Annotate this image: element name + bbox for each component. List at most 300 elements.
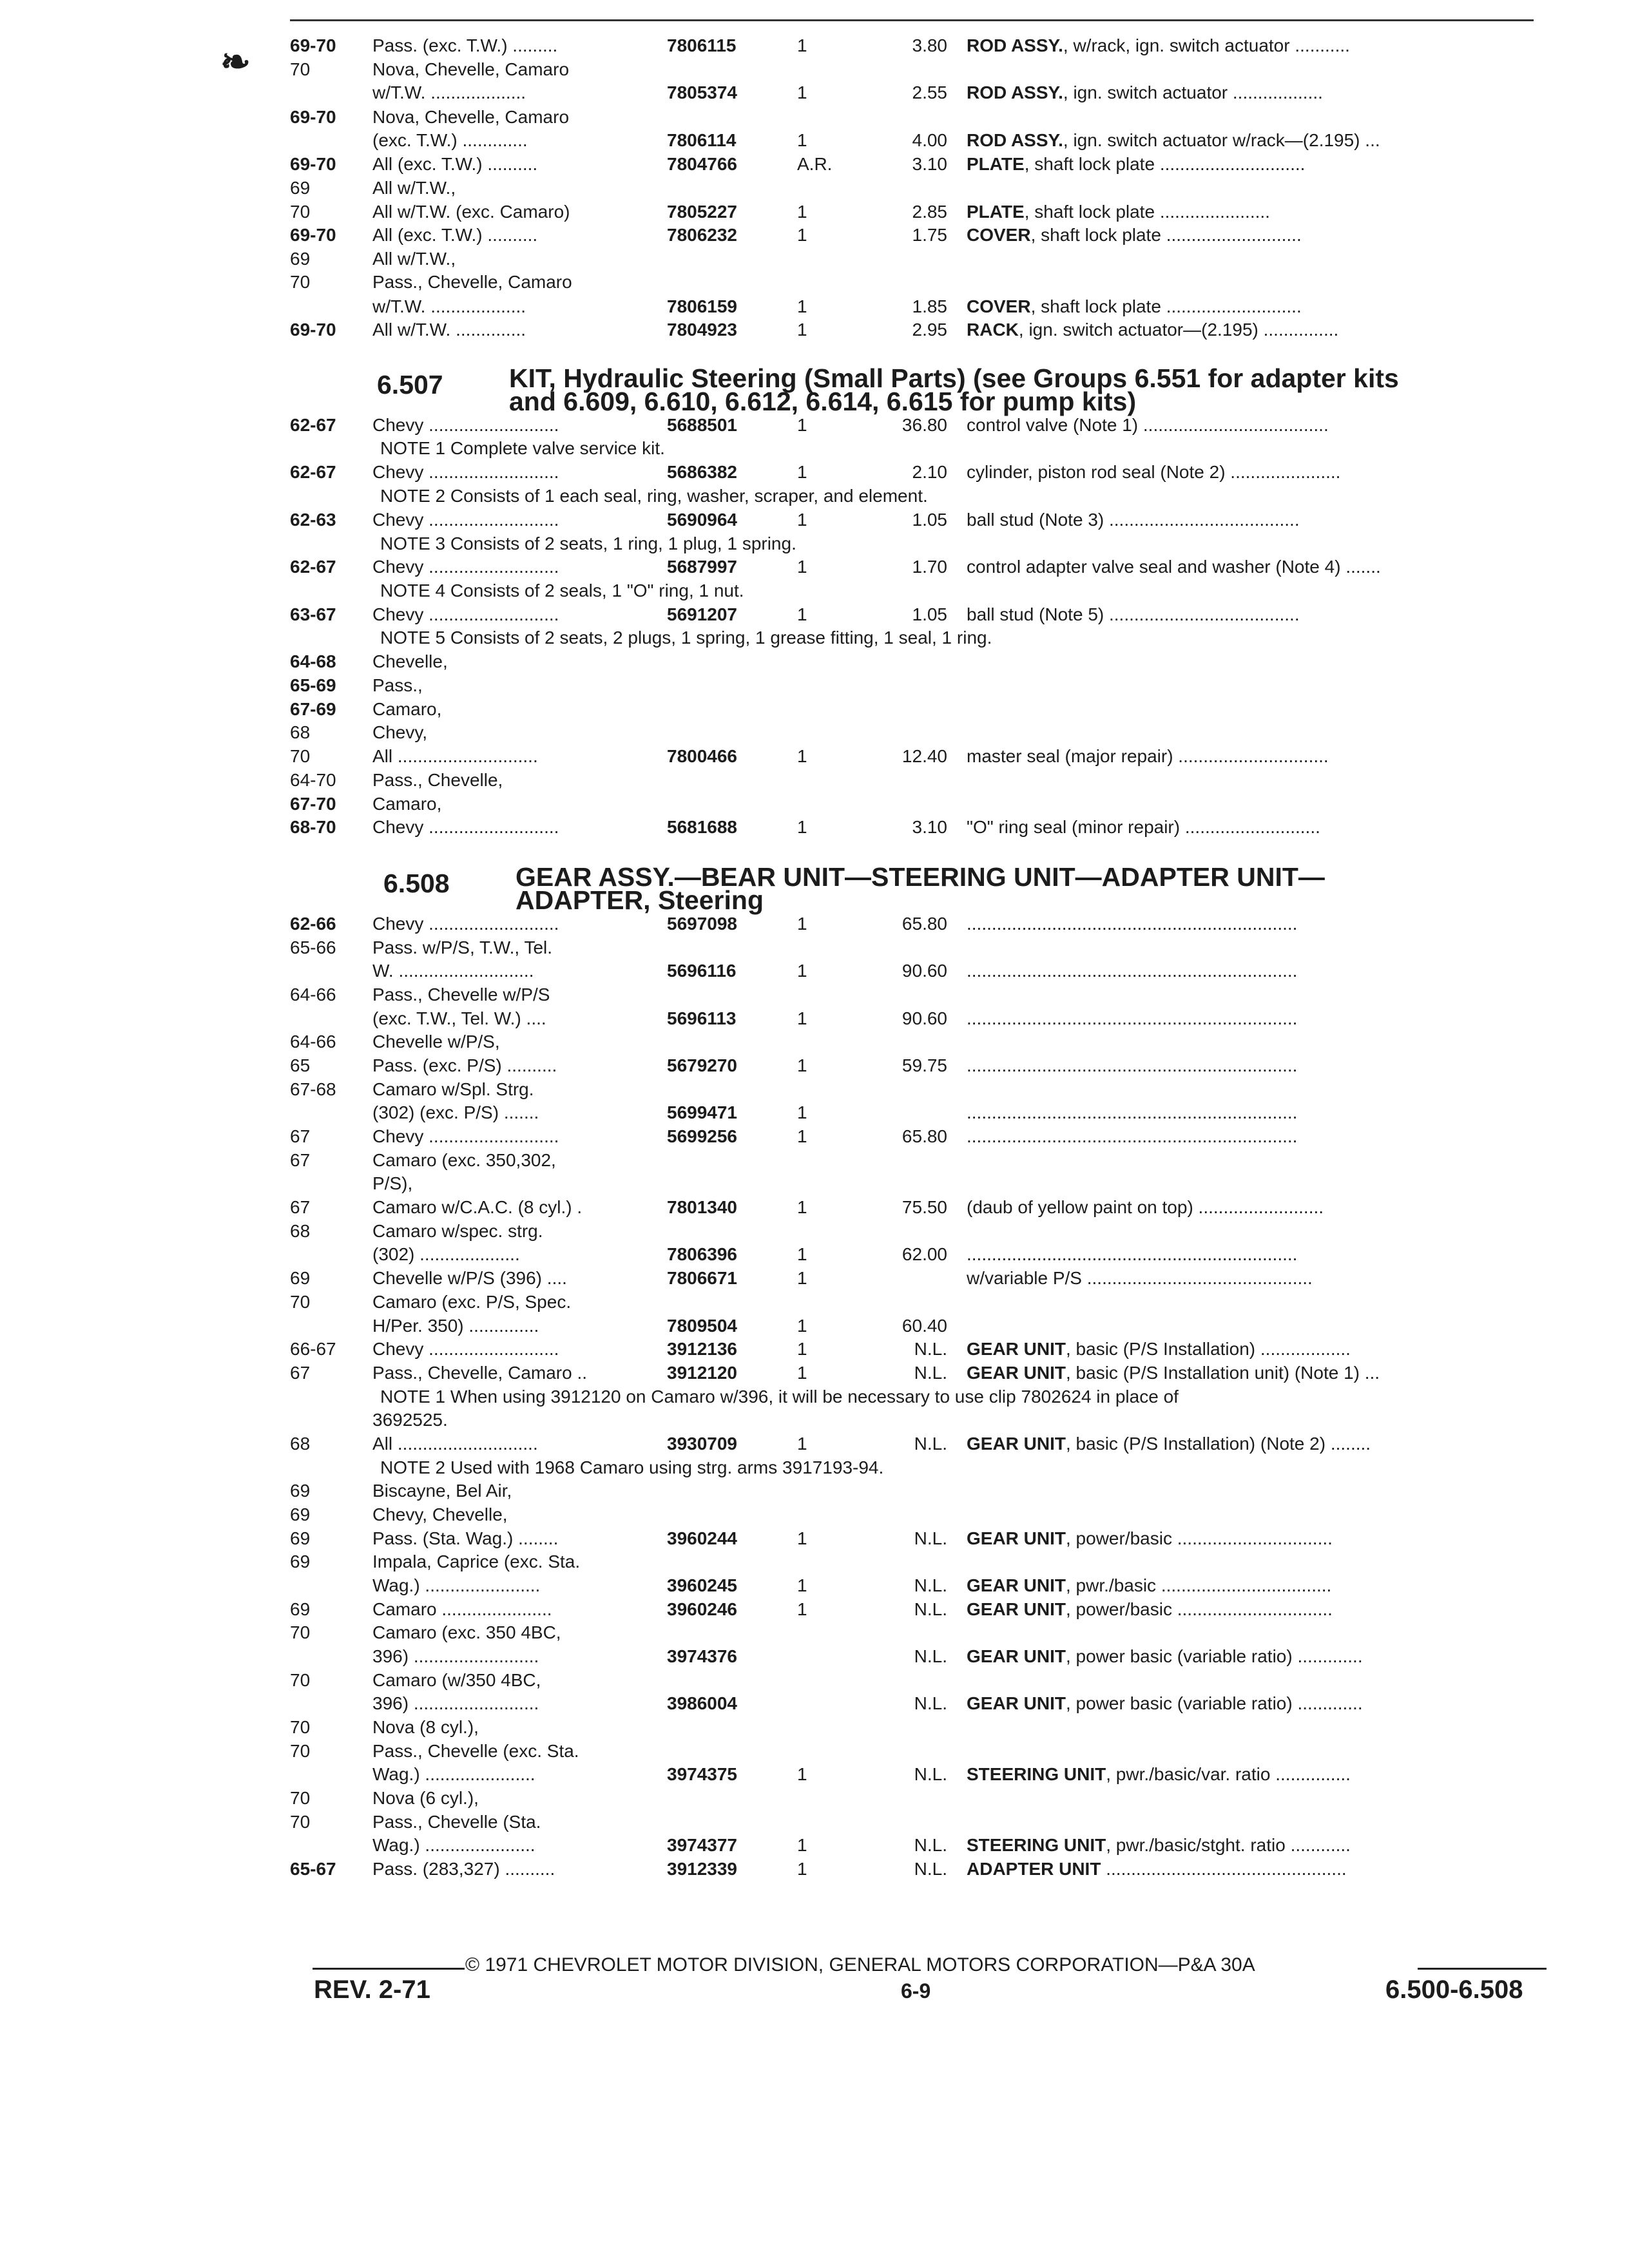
table-row <box>0 1148 1629 1173</box>
year-cell: 67 <box>290 1150 311 1170</box>
quantity-cell: 1 <box>797 1434 807 1454</box>
year-cell: 62-66 <box>290 914 336 934</box>
price-cell: 59.75 <box>901 1055 947 1075</box>
price-cell: N.L. <box>914 1693 947 1713</box>
model-cell: Camaro, <box>372 794 442 814</box>
description-text: ball stud (Note 5) ...................................... <box>967 604 1300 624</box>
model-cell: Pass. (exc. P/S) .......... <box>372 1055 557 1075</box>
table-row <box>0 673 1629 698</box>
table-row <box>0 1432 1629 1456</box>
table-row <box>0 1503 1629 1527</box>
description-text: , pwr./basic .................................. <box>1066 1575 1332 1595</box>
quantity-cell: 1 <box>797 296 807 316</box>
top-rule <box>290 19 1534 21</box>
table-row <box>0 555 1629 579</box>
table-row <box>0 1195 1629 1220</box>
model-cell: Camaro (exc. P/S, Spec. <box>372 1292 572 1312</box>
table-row <box>0 1314 1629 1338</box>
table-row <box>0 1597 1629 1622</box>
description-text: , ign. switch actuator—(2.195) ............... <box>1018 320 1339 340</box>
description-text: .................................................................. <box>967 1102 1298 1122</box>
model-cell: Camaro (exc. 350,302, <box>372 1150 556 1170</box>
description-cell <box>967 1857 1534 1881</box>
quantity-cell: 1 <box>797 130 807 150</box>
model-cell: Camaro w/Spl. Strg. <box>372 1079 534 1099</box>
quantity-cell: 1 <box>797 1528 807 1548</box>
description-text: , power basic (variable ratio) ............. <box>1066 1646 1363 1666</box>
year-cell: 67 <box>290 1197 311 1217</box>
section-number-6507: 6.507 <box>377 370 443 399</box>
year-cell: 70 <box>290 1622 311 1642</box>
table-row <box>0 1810 1629 1834</box>
table-row <box>0 1242 1629 1267</box>
year-cell: 64-68 <box>290 651 336 671</box>
part-number-cell: 3930709 <box>667 1434 738 1454</box>
description-cell <box>967 1242 1534 1267</box>
description-text: (daub of yellow paint on top) ......................... <box>967 1197 1324 1217</box>
description-cell <box>967 294 1534 319</box>
table-row <box>0 936 1629 960</box>
year-cell: 70 <box>290 202 311 222</box>
part-number-cell: 3974377 <box>667 1835 738 1855</box>
table-row <box>0 1668 1629 1693</box>
part-number-cell: 7809504 <box>667 1316 738 1336</box>
price-cell: 36.80 <box>901 415 947 435</box>
description-text: , pwr./basic/var. ratio ............... <box>1106 1764 1351 1784</box>
year-cell: 62-67 <box>290 462 336 482</box>
year-cell: 70 <box>290 1292 311 1312</box>
description-text: .................................................................. <box>967 1055 1298 1075</box>
year-cell: 68-70 <box>290 817 336 837</box>
model-cell: NOTE 3 Consists of 2 seats, 1 ring, 1 plug, 1 spring. <box>380 533 796 553</box>
quantity-cell: A.R. <box>797 154 833 174</box>
model-cell: Wag.) ...................... <box>372 1835 535 1855</box>
footer-rule-left <box>313 1968 465 1970</box>
table-row <box>0 1385 1629 1409</box>
price-cell: 90.60 <box>901 961 947 981</box>
year-cell: 65 <box>290 1055 311 1075</box>
table-row <box>0 200 1629 224</box>
quantity-cell: 1 <box>797 462 807 482</box>
part-number-cell: 3912136 <box>667 1339 738 1359</box>
description-label: GEAR UNIT <box>967 1339 1066 1359</box>
year-cell: 68 <box>290 722 311 742</box>
description-label: COVER <box>967 225 1031 245</box>
price-cell: N.L. <box>914 1764 947 1784</box>
description-text: , pwr./basic/stght. ratio ............ <box>1106 1835 1351 1855</box>
table-row <box>0 959 1629 983</box>
price-cell: 1.75 <box>912 225 947 245</box>
price-cell: 1.05 <box>912 604 947 624</box>
quantity-cell: 1 <box>797 35 807 55</box>
part-number-cell: 3986004 <box>667 1693 738 1713</box>
year-cell: 64-66 <box>290 985 336 1004</box>
year-cell: 63-67 <box>290 604 336 624</box>
table-row <box>0 152 1629 177</box>
description-text: control valve (Note 1) ..................................... <box>967 415 1329 435</box>
table-row <box>0 1124 1629 1149</box>
quantity-cell: 1 <box>797 1268 807 1288</box>
description-cell <box>967 1526 1534 1551</box>
price-cell: 2.55 <box>912 82 947 102</box>
footer-copyright: © 1971 CHEVROLET MOTOR DIVISION, GENERAL MOTORS CORPORATION—P&A 30A <box>465 1954 1255 1975</box>
table-row <box>0 1573 1629 1598</box>
price-cell: 2.10 <box>912 462 947 482</box>
section-title-6507-line1: KIT, Hydraulic Steering (Small Parts) (see Groups 6.551 for adapter kits <box>509 363 1399 393</box>
table-row <box>0 1715 1629 1740</box>
description-cell <box>967 152 1534 177</box>
quantity-cell: 1 <box>797 1316 807 1336</box>
footer-section-range: 6.500-6.508 <box>1385 1975 1523 2004</box>
quantity-cell: 1 <box>797 1008 807 1028</box>
price-cell: N.L. <box>914 1339 947 1359</box>
year-cell: 69 <box>290 249 311 269</box>
part-number-cell: 7806115 <box>667 35 737 55</box>
table-row <box>0 1030 1629 1054</box>
year-cell: 67 <box>290 1126 311 1146</box>
part-number-cell: 7806114 <box>667 130 737 150</box>
quantity-cell: 1 <box>797 202 807 222</box>
table-row <box>0 1786 1629 1811</box>
description-text: .................................................................. <box>967 1008 1298 1028</box>
table-row <box>0 744 1629 769</box>
table-row <box>0 602 1629 627</box>
section-title-6508-line1: GEAR ASSY.—BEAR UNIT—STEERING UNIT—ADAPTER UNIT— <box>516 862 1325 892</box>
part-number-cell: 7806159 <box>667 296 738 316</box>
description-text: "O" ring seal (minor repair) ........................... <box>967 817 1320 837</box>
model-cell: Chevy .......................... <box>372 1126 559 1146</box>
footer-revision: REV. 2-71 <box>314 1975 430 2004</box>
description-cell <box>967 555 1534 579</box>
model-cell: Camaro w/spec. strg. <box>372 1221 543 1241</box>
description-text: .................................................................. <box>967 1126 1298 1146</box>
quantity-cell: 1 <box>797 1859 807 1879</box>
description-text: , basic (P/S Installation) .................. <box>1066 1339 1351 1359</box>
description-label: RACK <box>967 320 1019 340</box>
description-label: PLATE <box>967 202 1025 222</box>
model-cell: Nova (8 cyl.), <box>372 1717 479 1737</box>
model-cell: NOTE 5 Consists of 2 seats, 2 plugs, 1 spring, 1 grease fitting, 1 seal, 1 ring. <box>380 628 992 648</box>
part-number-cell: 5697098 <box>667 914 738 934</box>
table-row <box>0 579 1629 603</box>
description-label: ROD ASSY. <box>967 35 1063 55</box>
description-cell <box>967 1361 1534 1385</box>
model-cell: Chevy, <box>372 722 428 742</box>
model-cell: Chevy, Chevelle, <box>372 1504 508 1524</box>
year-cell: 69 <box>290 1528 311 1548</box>
table-row <box>0 697 1629 722</box>
part-number-cell: 7804923 <box>667 320 738 340</box>
year-cell: 69-70 <box>290 35 336 55</box>
description-cell <box>967 1053 1534 1078</box>
table-row <box>0 1739 1629 1763</box>
table-row <box>0 1077 1629 1102</box>
description-cell <box>967 602 1534 627</box>
description-label: PLATE <box>967 154 1025 174</box>
model-cell: 3692525. <box>372 1410 448 1430</box>
price-cell: N.L. <box>914 1434 947 1454</box>
part-number-cell: 7804766 <box>667 154 738 174</box>
description-cell <box>967 1100 1534 1125</box>
quantity-cell: 1 <box>797 746 807 766</box>
description-label: GEAR UNIT <box>967 1528 1066 1548</box>
part-number-cell: 3960245 <box>667 1575 738 1595</box>
model-cell: w/T.W. ................... <box>372 296 526 316</box>
year-cell: 70 <box>290 1670 311 1690</box>
description-text: , basic (P/S Installation) (Note 2) ........ <box>1066 1434 1371 1454</box>
table-row <box>0 1526 1629 1551</box>
description-cell <box>967 1006 1534 1031</box>
year-cell: 69-70 <box>290 107 336 127</box>
quantity-cell: 1 <box>797 1102 807 1122</box>
model-cell: (302) .................... <box>372 1244 520 1264</box>
model-cell: Chevelle w/P/S, <box>372 1032 500 1052</box>
model-cell: Chevy .......................... <box>372 415 559 435</box>
model-cell: 396) ......................... <box>372 1693 539 1713</box>
description-text: , basic (P/S Installation unit) (Note 1) ... <box>1066 1363 1380 1383</box>
description-text: cylinder, piston rod seal (Note 2) ...................... <box>967 462 1341 482</box>
price-cell: 62.00 <box>901 1244 947 1264</box>
price-cell: N.L. <box>914 1599 947 1619</box>
description-text: ................................................ <box>1101 1859 1347 1879</box>
year-cell: 67-69 <box>290 699 336 719</box>
part-number-cell: 7806671 <box>667 1268 738 1288</box>
model-cell: All w/T.W. .............. <box>372 320 526 340</box>
part-number-cell: 7800466 <box>667 746 738 766</box>
description-cell <box>967 34 1534 58</box>
year-cell: 69 <box>290 1552 311 1571</box>
part-number-cell: 3960246 <box>667 1599 738 1619</box>
part-number-cell: 5696116 <box>667 961 737 981</box>
description-text: , w/rack, ign. switch actuator ........... <box>1063 35 1350 55</box>
description-cell <box>967 1833 1534 1858</box>
model-cell: Camaro w/C.A.C. (8 cyl.) . <box>372 1197 583 1217</box>
quantity-cell: 1 <box>797 320 807 340</box>
model-cell: Wag.) ....................... <box>372 1575 541 1595</box>
quantity-cell: 1 <box>797 1363 807 1383</box>
description-label: ADAPTER UNIT <box>967 1859 1101 1879</box>
model-cell: Camaro (exc. 350 4BC, <box>372 1622 561 1642</box>
price-cell: 65.80 <box>901 1126 947 1146</box>
model-cell: All ............................ <box>372 746 538 766</box>
table-row <box>0 720 1629 745</box>
description-label: GEAR UNIT <box>967 1434 1066 1454</box>
price-cell: N.L. <box>914 1528 947 1548</box>
table-row <box>0 1762 1629 1787</box>
quantity-cell: 1 <box>797 1764 807 1784</box>
quantity-cell: 1 <box>797 604 807 624</box>
part-number-cell: 7806396 <box>667 1244 738 1264</box>
part-number-cell: 3974376 <box>667 1646 738 1666</box>
year-cell: 68 <box>290 1434 311 1454</box>
table-row <box>0 1857 1629 1881</box>
description-text: w/variable P/S ............................................. <box>967 1268 1313 1288</box>
model-cell: Nova (6 cyl.), <box>372 1788 479 1808</box>
table-row <box>0 983 1629 1007</box>
price-cell: 90.60 <box>901 1008 947 1028</box>
quantity-cell: 1 <box>797 961 807 981</box>
model-cell: All w/T.W., <box>372 178 456 198</box>
description-cell <box>967 1124 1534 1149</box>
price-cell: 4.00 <box>912 130 947 150</box>
part-number-cell: 7806232 <box>667 225 738 245</box>
price-cell: N.L. <box>914 1575 947 1595</box>
price-cell: N.L. <box>914 1646 947 1666</box>
year-cell: 62-63 <box>290 510 336 530</box>
table-row <box>0 1456 1629 1480</box>
description-cell <box>967 1337 1534 1361</box>
price-cell: 75.50 <box>901 1197 947 1217</box>
model-cell: Chevy .......................... <box>372 914 559 934</box>
description-text: , shaft lock plate ...................... <box>1024 202 1270 222</box>
price-cell: 2.85 <box>912 202 947 222</box>
year-cell: 70 <box>290 746 311 766</box>
year-cell: 70 <box>290 1717 311 1737</box>
table-row <box>0 436 1629 461</box>
description-cell <box>967 744 1534 769</box>
model-cell: NOTE 2 Used with 1968 Camaro using strg. arms 3917193-94. <box>380 1457 884 1477</box>
description-label: ROD ASSY. <box>967 82 1063 102</box>
year-cell: 70 <box>290 59 311 79</box>
part-number-cell: 5691207 <box>667 604 738 624</box>
year-cell: 69 <box>290 1504 311 1524</box>
price-cell: N.L. <box>914 1859 947 1879</box>
table-row <box>0 532 1629 556</box>
table-row <box>0 1100 1629 1125</box>
model-cell: NOTE 4 Consists of 2 seals, 1 "O" ring, 1 nut. <box>380 581 744 601</box>
table-row <box>0 270 1629 294</box>
table-row <box>0 1171 1629 1196</box>
table-row <box>0 81 1629 105</box>
table-row <box>0 815 1629 840</box>
part-number-cell: 7805227 <box>667 202 738 222</box>
description-cell <box>967 318 1534 342</box>
quantity-cell: 1 <box>797 510 807 530</box>
part-number-cell: 7801340 <box>667 1197 738 1217</box>
description-cell <box>967 1432 1534 1456</box>
quantity-cell: 1 <box>797 1126 807 1146</box>
description-text: , shaft lock plate ............................. <box>1024 154 1306 174</box>
model-cell: All ............................ <box>372 1434 538 1454</box>
description-text: , ign. switch actuator .................. <box>1063 82 1323 102</box>
table-row <box>0 1290 1629 1314</box>
price-cell: 12.40 <box>901 746 947 766</box>
year-cell: 69-70 <box>290 154 336 174</box>
description-cell <box>967 1266 1534 1291</box>
description-label: GEAR UNIT <box>967 1693 1066 1713</box>
description-text: .................................................................. <box>967 1244 1298 1264</box>
description-text: , shaft lock plate ........................... <box>1030 225 1302 245</box>
model-cell: Pass. (283,327) .......... <box>372 1859 555 1879</box>
model-cell: Pass., Chevelle, Camaro <box>372 272 572 292</box>
description-cell <box>967 460 1534 485</box>
model-cell: Chevy .......................... <box>372 510 559 530</box>
quantity-cell: 1 <box>797 82 807 102</box>
quantity-cell: 1 <box>797 1244 807 1264</box>
table-row <box>0 176 1629 200</box>
year-cell: 62-67 <box>290 557 336 577</box>
price-cell: 1.05 <box>912 510 947 530</box>
table-row <box>0 1620 1629 1645</box>
model-cell: Chevy .......................... <box>372 462 559 482</box>
description-cell <box>967 200 1534 224</box>
model-cell: All w/T.W., <box>372 249 456 269</box>
model-cell: All w/T.W. (exc. Camaro) <box>372 202 570 222</box>
section-number-6508: 6.508 <box>383 869 450 898</box>
margin-mark: ❧ <box>220 41 251 82</box>
model-cell: Pass., Chevelle (Sta. <box>372 1812 541 1832</box>
description-cell <box>967 1597 1534 1622</box>
model-cell: W. ........................... <box>372 961 534 981</box>
section-title-6508-line2: ADAPTER, Steering <box>516 885 764 915</box>
part-number-cell: 5699256 <box>667 1126 738 1146</box>
model-cell: Pass., Chevelle (exc. Sta. <box>372 1741 579 1761</box>
description-cell <box>967 413 1534 437</box>
year-cell: 69 <box>290 1481 311 1501</box>
description-cell <box>967 1691 1534 1716</box>
part-number-cell: 3912120 <box>667 1363 738 1383</box>
model-cell: Pass., <box>372 675 423 695</box>
model-cell: Nova, Chevelle, Camaro <box>372 107 570 127</box>
year-cell: 62-67 <box>290 415 336 435</box>
model-cell: Pass. w/P/S, T.W., Tel. <box>372 937 553 957</box>
part-number-cell: 5687997 <box>667 557 738 577</box>
model-cell: Pass., Chevelle w/P/S <box>372 985 550 1004</box>
table-row <box>0 294 1629 319</box>
model-cell: Chevy .......................... <box>372 604 559 624</box>
table-row <box>0 1053 1629 1078</box>
year-cell: 69 <box>290 1268 311 1288</box>
part-number-cell: 7805374 <box>667 82 738 102</box>
model-cell: Chevy .......................... <box>372 817 559 837</box>
table-row <box>0 1006 1629 1031</box>
description-cell <box>967 508 1534 532</box>
price-cell: 65.80 <box>901 914 947 934</box>
year-cell: 70 <box>290 272 311 292</box>
description-text: , shaft lock plate ........................... <box>1030 296 1302 316</box>
year-cell: 68 <box>290 1221 311 1241</box>
price-cell: N.L. <box>914 1363 947 1383</box>
model-cell: Chevy .......................... <box>372 1339 559 1359</box>
model-cell: All (exc. T.W.) .......... <box>372 225 538 245</box>
description-text: , ign. switch actuator w/rack—(2.195) ... <box>1063 130 1380 150</box>
description-cell <box>967 223 1534 247</box>
quantity-cell: 1 <box>797 557 807 577</box>
price-cell: 3.10 <box>912 154 947 174</box>
description-text: , power/basic ............................... <box>1066 1528 1333 1548</box>
year-cell: 69 <box>290 178 311 198</box>
year-cell: 65-69 <box>290 675 336 695</box>
model-cell: Impala, Caprice (exc. Sta. <box>372 1552 581 1571</box>
description-cell <box>967 1762 1534 1787</box>
description-text: .................................................................. <box>967 961 1298 981</box>
description-label: COVER <box>967 296 1031 316</box>
part-number-cell: 5686382 <box>667 462 738 482</box>
model-cell: Chevy .......................... <box>372 557 559 577</box>
description-label: GEAR UNIT <box>967 1599 1066 1619</box>
description-cell <box>967 815 1534 840</box>
table-row <box>0 1550 1629 1574</box>
table-row <box>0 1479 1629 1503</box>
table-row <box>0 460 1629 485</box>
footer-rule-right <box>1418 1968 1547 1970</box>
description-text: control adapter valve seal and washer (Note 4) ....... <box>967 557 1381 577</box>
price-cell: 3.80 <box>912 35 947 55</box>
quantity-cell: 1 <box>797 914 807 934</box>
table-row <box>0 318 1629 342</box>
model-cell: (exc. T.W.) ............. <box>372 130 528 150</box>
table-row <box>0 792 1629 816</box>
